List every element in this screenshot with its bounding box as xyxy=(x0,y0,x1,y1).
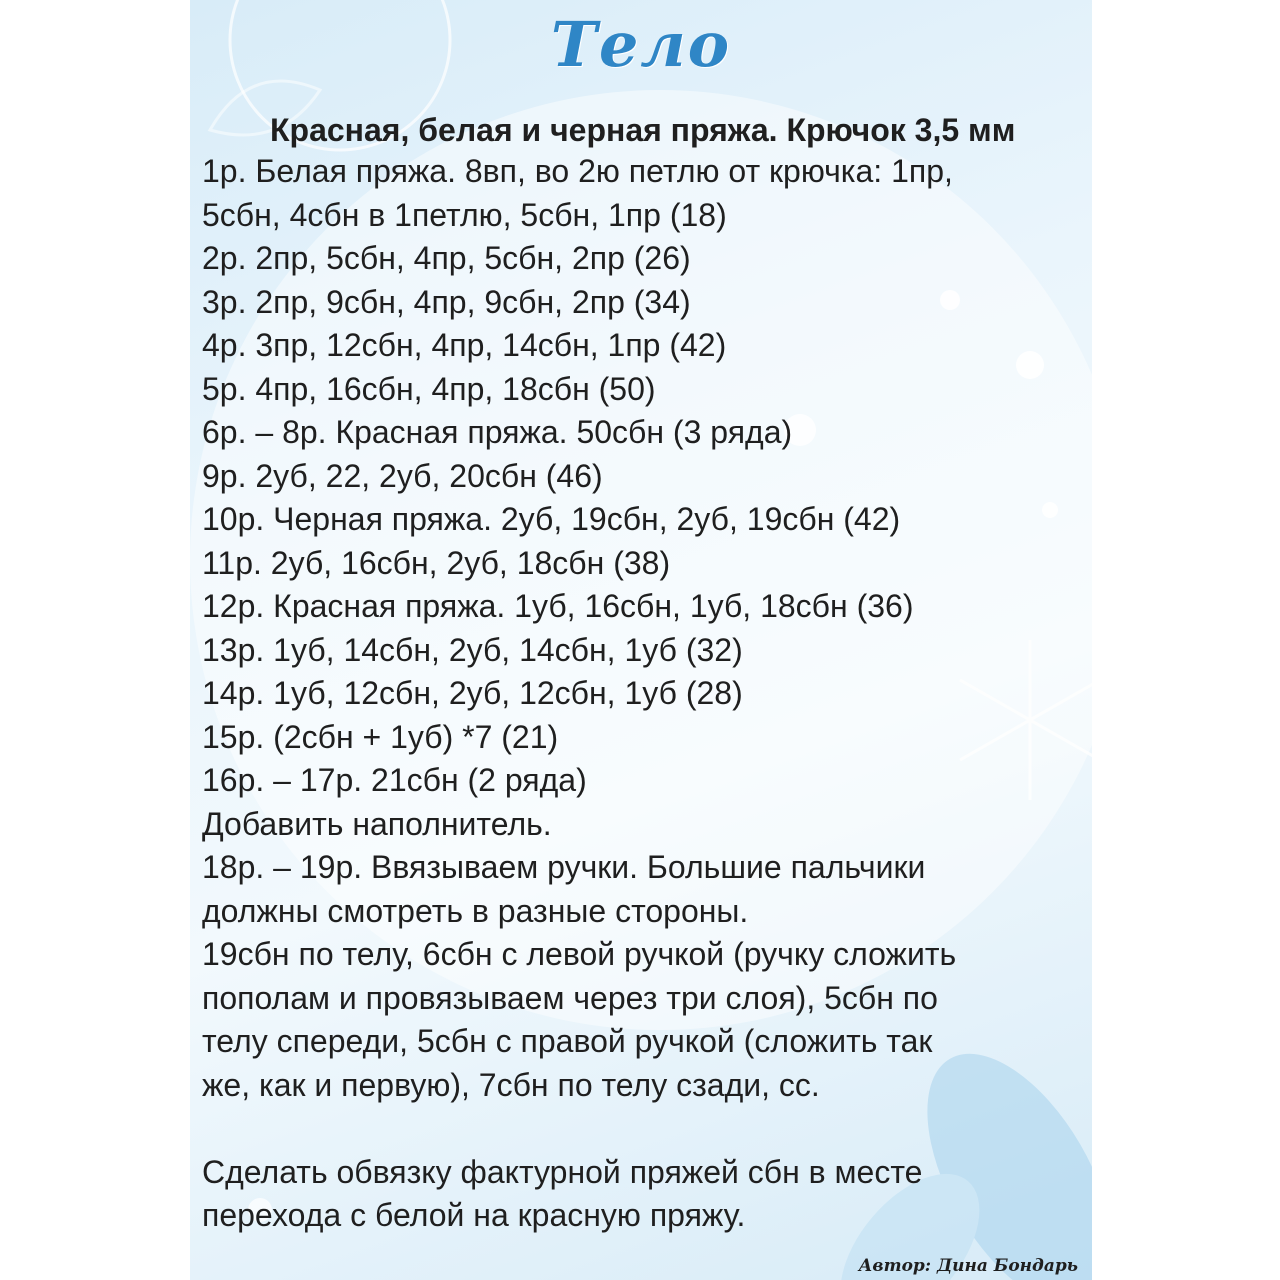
instruction-line: 5сбн, 4сбн в 1петлю, 5сбн, 1пр (18) xyxy=(202,196,727,233)
instruction-line: 12р. Красная пряжа. 1уб, 16сбн, 1уб, 18сбн (36) xyxy=(202,588,914,624)
author-credit: Автор: Дина Бондарь xyxy=(858,1256,1078,1276)
instruction-line: 19сбн по телу, 6сбн с левой ручкой (ручку сложить xyxy=(202,936,957,972)
instruction-line: 9р. 2уб, 22, 2уб, 20сбн (46) xyxy=(202,457,603,494)
instruction-line: Добавить наполнитель. xyxy=(202,805,552,842)
instruction-line: 11р. 2уб, 16сбн, 2уб, 18сбн (38) xyxy=(202,544,671,581)
final-instruction-line: Сделать обвязку фактурной пряжей сбн в месте xyxy=(202,1153,923,1190)
pattern-card xyxy=(190,0,1092,1280)
instruction-line: 5р. 4пр, 16сбн, 4пр, 18сбн (50) xyxy=(202,370,656,407)
materials-subtitle: Красная, белая и черная пряжа. Крючок 3,5 мм xyxy=(270,112,1016,148)
instruction-line: 1р. Белая пряжа. 8вп, во 2ю петлю от крючка: 1пр, xyxy=(202,153,953,189)
instruction-line: 18р. – 19р. Ввязываем ручки. Большие пальчики xyxy=(202,849,926,885)
instruction-line: пополам и провязываем через три слоя), 5сбн по xyxy=(202,979,938,1016)
instruction-line: 14р. 1уб, 12сбн, 2уб, 12сбн, 1уб (28) xyxy=(202,675,743,711)
instruction-line: 4р. 3пр, 12сбн, 4пр, 14сбн, 1пр (42) xyxy=(202,327,727,363)
page-title: Тело xyxy=(550,8,732,81)
instruction-line: 6р. – 8р. Красная пряжа. 50сбн (3 ряда) xyxy=(202,414,793,450)
instruction-line: телу спереди, 5сбн с правой ручкой (сложить так xyxy=(202,1023,933,1059)
instruction-line: 16р. – 17р. 21сбн (2 ряда) xyxy=(202,762,587,798)
instruction-line: 10р. Черная пряжа. 2уб, 19сбн, 2уб, 19сбн (42) xyxy=(202,501,901,537)
paragraph-gap xyxy=(202,1107,1082,1151)
instruction-line: 15р. (2сбн + 1уб) *7 (21) xyxy=(202,718,559,755)
instruction-line: 13р. 1уб, 14сбн, 2уб, 14сбн, 1уб (32) xyxy=(202,631,743,668)
instructions-list xyxy=(202,150,1082,1238)
instruction-line: должны смотреть в разные стороны. xyxy=(202,892,749,929)
instruction-line: 2р. 2пр, 5сбн, 4пр, 5сбн, 2пр (26) xyxy=(202,240,691,276)
instruction-line: 3р. 2пр, 9сбн, 4пр, 9сбн, 2пр (34) xyxy=(202,283,691,320)
final-instruction-line: перехода с белой на красную пряжу. xyxy=(202,1197,746,1233)
instruction-line: же, как и первую), 7сбн по телу сзади, сс. xyxy=(202,1066,820,1103)
